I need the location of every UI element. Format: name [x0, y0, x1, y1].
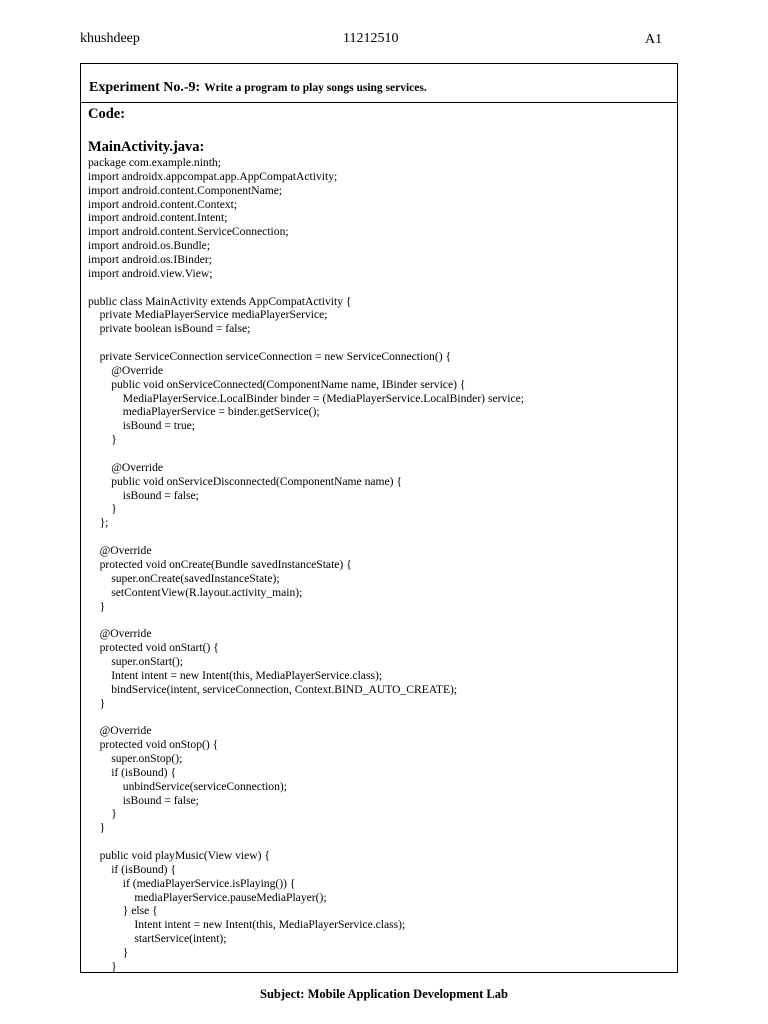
experiment-title-row: [81, 64, 677, 103]
code-line: import android.content.ServiceConnection;: [88, 225, 289, 239]
code-line: isBound = false;: [88, 793, 199, 807]
code-line: [88, 613, 677, 627]
code-line: mediaPlayerService.pauseMediaPlayer();: [88, 890, 327, 904]
code-line: [88, 281, 677, 295]
code-line: public void onServiceConnected(ComponentName name, IBinder service) {: [88, 377, 466, 391]
code-line: setContentView(R.layout.activity_main);: [88, 585, 303, 599]
code-line: @Override: [88, 627, 152, 641]
experiment-number: Experiment No.-9:: [89, 80, 201, 95]
code-line: import android.os.Bundle;: [88, 239, 211, 253]
code-line: [88, 710, 677, 724]
code-line: import android.content.Context;: [88, 197, 238, 211]
code-line: import android.content.ComponentName;: [88, 183, 283, 197]
code-line: super.onStop();: [88, 751, 183, 765]
code-line: package com.example.ninth;: [88, 156, 221, 169]
code-line: super.onCreate(savedInstanceState);: [88, 571, 280, 585]
code-line: private boolean isBound = false;: [88, 322, 251, 336]
code-line: } else {: [88, 904, 158, 918]
page-footer: Subject: Mobile Application Development Lab: [260, 987, 508, 1001]
code-line: @Override: [88, 460, 164, 474]
code-line: [88, 530, 677, 544]
code-line: }: [88, 599, 106, 613]
code-line: }: [88, 433, 117, 447]
code-line: public class MainActivity extends AppCompatActivity {: [88, 294, 352, 308]
code-line: Intent intent = new Intent(this, MediaPlayerService.class);: [88, 918, 406, 932]
code-line: super.onStart();: [88, 654, 183, 668]
code-line: startService(intent);: [88, 932, 227, 946]
code-line: bindService(intent, serviceConnection, Context.BIND_AUTO_CREATE);: [88, 682, 458, 696]
code-line: private MediaPlayerService mediaPlayerService;: [88, 308, 328, 322]
code-line: if (mediaPlayerService.isPlaying()) {: [88, 876, 296, 890]
code-line: }: [88, 696, 106, 710]
code-line: }: [88, 502, 117, 516]
code-line: @Override: [88, 363, 164, 377]
experiment-frame: [80, 63, 678, 973]
code-line: protected void onStop() {: [88, 738, 219, 752]
code-line: import android.view.View;: [88, 266, 213, 280]
code-line: mediaPlayerService = binder.getService();: [88, 405, 320, 419]
file-name-heading: MainActivity.java:: [88, 139, 205, 155]
code-section: [81, 103, 677, 974]
code-line: }: [88, 821, 106, 835]
code-line: protected void onStart() {: [88, 641, 219, 655]
code-line: }: [88, 959, 117, 973]
code-line: if (isBound) {: [88, 862, 177, 876]
code-listing: [88, 156, 677, 974]
code-line: MediaPlayerService.LocalBinder binder = (MediaPlayerService.LocalBinder) service;: [88, 391, 524, 405]
code-heading: Code:: [88, 106, 126, 122]
code-line: @Override: [88, 724, 152, 738]
code-line: isBound = true;: [88, 419, 196, 433]
code-line: private ServiceConnection serviceConnection = new ServiceConnection() {: [88, 350, 452, 364]
code-line: }: [88, 945, 129, 959]
code-line: Intent intent = new Intent(this, MediaPlayerService.class);: [88, 668, 383, 682]
code-line: import androidx.appcompat.app.AppCompatActivity;: [88, 169, 338, 183]
section-code: A1: [645, 32, 663, 47]
code-line: [88, 835, 677, 849]
roll-number: 11212510: [343, 31, 399, 46]
code-line: };: [88, 516, 109, 530]
code-line: }: [88, 807, 117, 821]
page-header: [0, 31, 768, 51]
code-line: unbindService(serviceConnection);: [88, 779, 287, 793]
code-line: import android.os.IBinder;: [88, 253, 212, 267]
code-line: [88, 447, 677, 461]
code-line: protected void onCreate(Bundle savedInstanceState) {: [88, 557, 352, 571]
code-line: public void playMusic(View view) {: [88, 848, 270, 862]
author-name: khushdeep: [80, 31, 140, 46]
code-line: if (isBound) {: [88, 765, 177, 779]
experiment-title: Write a program to play songs using services.: [204, 82, 427, 94]
code-line: isBound = false;: [88, 488, 199, 502]
code-line: [88, 336, 677, 350]
code-line: import android.content.Intent;: [88, 211, 228, 225]
code-line: @Override: [88, 544, 152, 558]
code-line: public void onServiceDisconnected(ComponentName name) {: [88, 474, 403, 488]
